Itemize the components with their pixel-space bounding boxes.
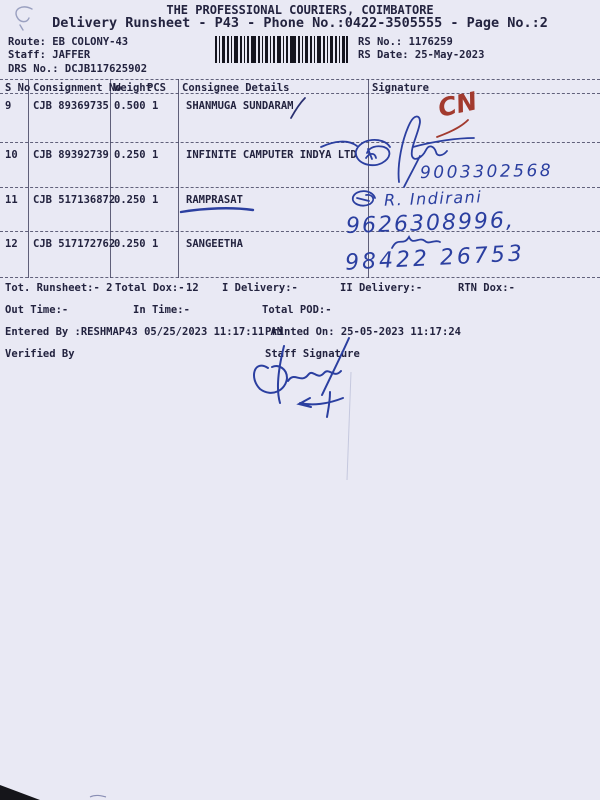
cell-pcs: 1 bbox=[152, 194, 159, 206]
cell-pcs: 1 bbox=[152, 238, 159, 250]
col-header-pcs: PCS bbox=[147, 82, 166, 94]
company-title: THE PROFESSIONAL COURIERS, COIMBATORE bbox=[166, 3, 434, 17]
handwritten-name-row11: R. Indirani bbox=[383, 187, 483, 210]
cell-consignee: RAMPRASAT bbox=[186, 194, 243, 206]
scan-corner-artifact bbox=[0, 785, 40, 800]
cell-sno: 10 bbox=[5, 149, 18, 161]
route-line: Route: EB COLONY-43 bbox=[8, 36, 129, 48]
printed-on: Printed On: 25-05-2023 11:17:24 bbox=[265, 326, 461, 338]
col-header-signature: Signature bbox=[372, 82, 429, 94]
in-time: In Time:- bbox=[133, 304, 190, 316]
dashed-rule bbox=[0, 187, 600, 188]
cell-consignment: CJB 517136872 bbox=[33, 194, 116, 206]
cell-consignee: SHANMUGA SUNDARAM bbox=[186, 100, 294, 112]
dashed-rule bbox=[0, 277, 600, 278]
total-runsheet: Tot. Runsheet:- 2 bbox=[5, 282, 113, 294]
cell-weight: 0.500 bbox=[114, 100, 146, 112]
handwritten-phone-row10: 9003302568 bbox=[419, 160, 554, 184]
cell-sno: 12 bbox=[5, 238, 18, 250]
cell-consignment: CJB 89369735 bbox=[33, 100, 109, 112]
cell-consignment: CJB 89392739 bbox=[33, 149, 109, 161]
cell-weight: 0.250 bbox=[114, 194, 146, 206]
total-dox-label: Total Dox:- bbox=[115, 282, 185, 294]
col-header-consignee: Consignee Details bbox=[182, 82, 290, 94]
dashed-rule bbox=[0, 142, 600, 143]
total-dox-value: 12 bbox=[186, 282, 199, 294]
cell-consignment: CJB 517172762 bbox=[33, 238, 116, 250]
dashed-rule bbox=[0, 79, 600, 80]
total-pod: Total POD:- bbox=[262, 304, 332, 316]
runsheet-subtitle: Delivery Runsheet - P43 - Phone No.:0422-3505555 - Page No.:2 bbox=[52, 15, 548, 31]
staff-signature-label: Staff Signature bbox=[265, 348, 360, 360]
paper-crease bbox=[347, 372, 351, 480]
cell-sno: 9 bbox=[5, 100, 12, 112]
verified-by: Verified By bbox=[5, 348, 75, 360]
rs-no-line: RS No.: 1176259 bbox=[358, 36, 453, 48]
entered-by: Entered By :RESHMAP43 05/25/2023 11:17:11 AM bbox=[5, 326, 284, 338]
handwritten-phone-row11: 9626308996, bbox=[345, 208, 516, 239]
pen-circle-row11 bbox=[353, 191, 375, 205]
pen-mark-bottom bbox=[90, 795, 106, 797]
col-header-consignment: Consignment No bbox=[33, 82, 122, 94]
cell-pcs: 1 bbox=[152, 149, 159, 161]
cell-consignee: SANGEETHA bbox=[186, 238, 243, 250]
handwritten-phone-row12: 98422 26753 bbox=[344, 241, 526, 276]
drs-no-line: DRS No.: DCJB117625902 bbox=[8, 63, 148, 75]
out-time: Out Time:- bbox=[5, 304, 69, 316]
barcode-icon bbox=[215, 36, 349, 63]
rtn-dox: RTN Dox:- bbox=[458, 282, 515, 294]
cell-weight: 0.250 bbox=[114, 149, 146, 161]
handwritten-red-mark: CN bbox=[435, 86, 480, 123]
cell-sno: 11 bbox=[5, 194, 18, 206]
column-rule bbox=[368, 79, 369, 278]
rs-date-line: RS Date: 25-May-2023 bbox=[358, 49, 485, 61]
col-header-weight: Weight bbox=[114, 82, 152, 94]
cell-weight: 0.250 bbox=[114, 238, 146, 250]
i-delivery: I Delivery:- bbox=[222, 282, 298, 294]
cell-pcs: 1 bbox=[152, 100, 159, 112]
staff-line: Staff: JAFFER bbox=[8, 49, 91, 61]
column-rule bbox=[178, 79, 179, 278]
pen-underline-ramprasat bbox=[181, 208, 253, 212]
cell-consignee: INFINITE CAMPUTER INDYA LTD bbox=[186, 149, 357, 161]
column-rule bbox=[28, 79, 29, 278]
ii-delivery: II Delivery:- bbox=[340, 282, 423, 294]
col-header-sno: S No bbox=[5, 82, 31, 94]
